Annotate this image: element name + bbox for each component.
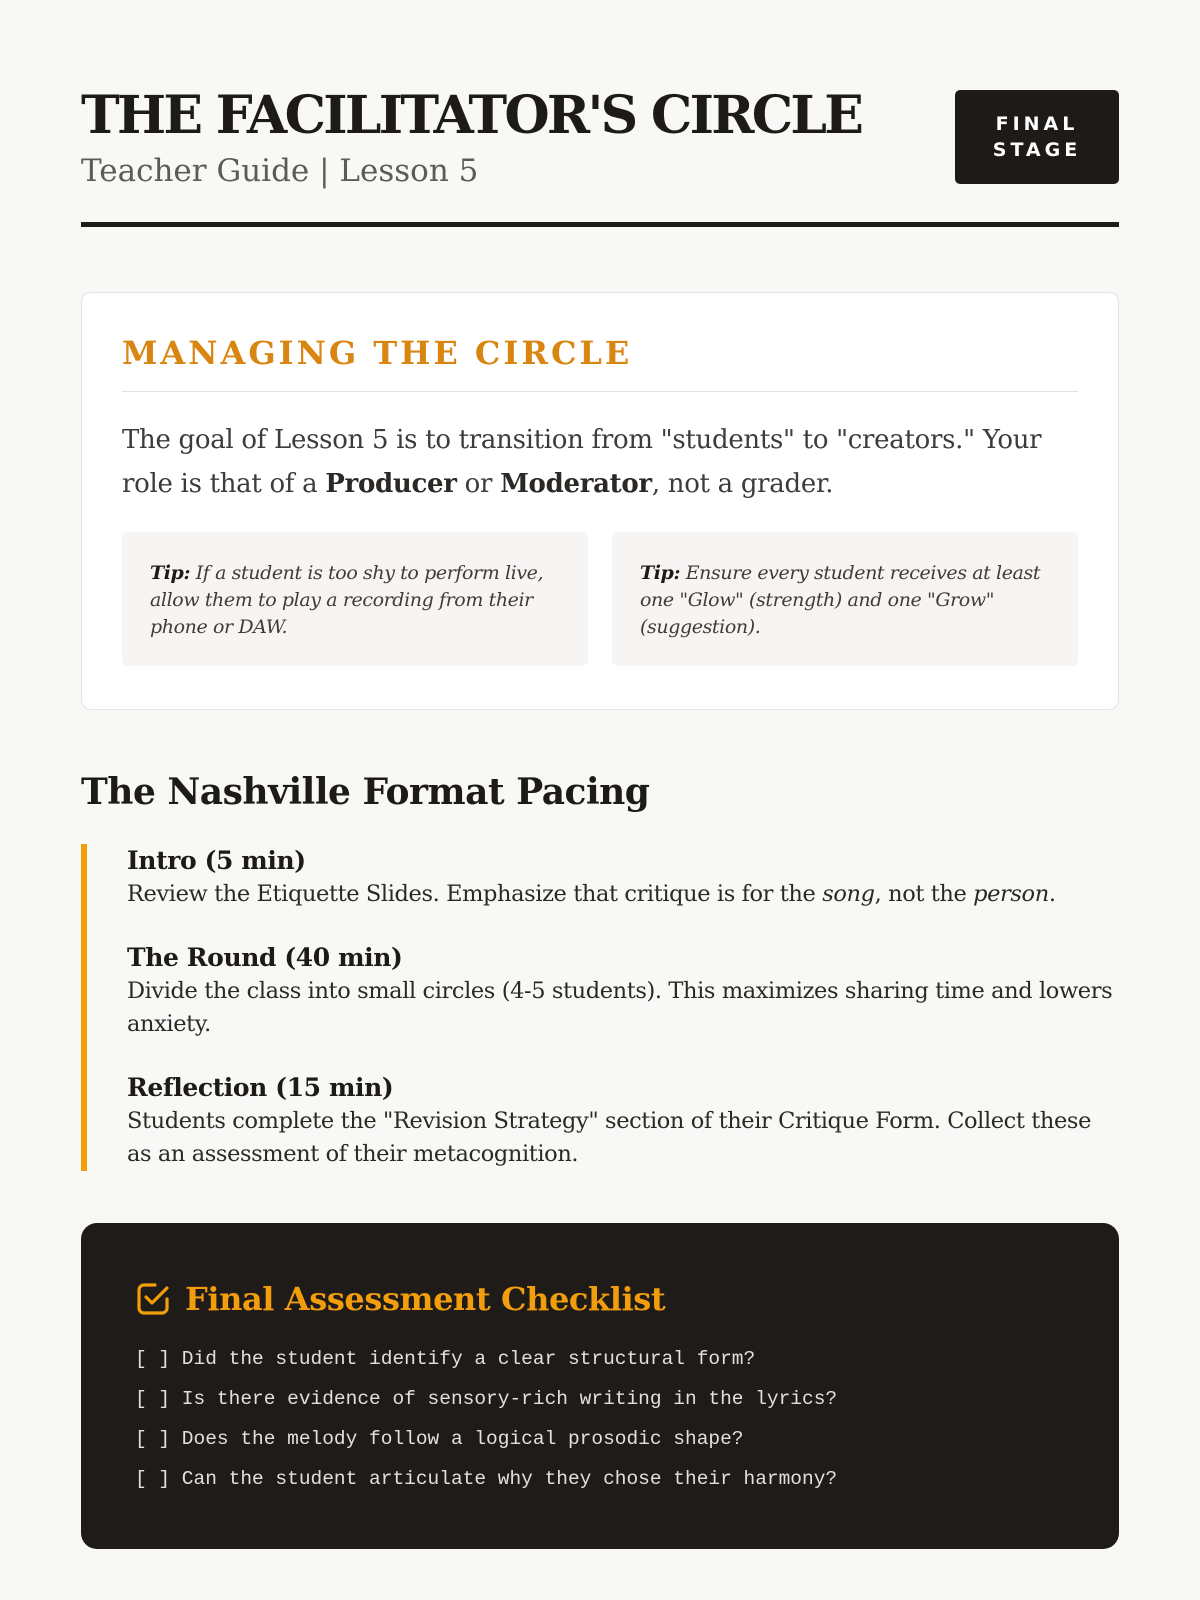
tips-row [122,532,1078,666]
stage-badge-line2: STAGE [992,139,1082,161]
page-header [81,0,1119,227]
producer-term: Producer [325,469,457,499]
tip-box [612,532,1078,666]
tip-label: Tip: [640,562,681,584]
checklist-item: [ ] Can the student articulate why they chose their harmony? [135,1468,838,1490]
managing-body [122,418,1078,506]
pacing-item-text: Students complete the "Revision Strategy" section of their Critique Form. Collect these as an assessment of their metacognition. [127,1108,1091,1167]
tip-text: If a student is too shy to perform live, allow them to play a recording from their phone or DAW. [150,562,544,638]
pacing-item [127,941,1119,1041]
page-subtitle: Teacher Guide | Lesson 5 [81,153,479,189]
managing-body-text-1: The goal of Lesson 5 is to transition from "students" to "creators." Your role is that of a [122,425,1042,499]
pacing-text-part: , not the [874,881,974,907]
managing-card [81,292,1119,710]
pacing-item-heading: Reflection (15 min) [127,1073,394,1102]
pacing-text-part: Review the Etiquette Slides. Emphasize that critique is for the [127,881,823,907]
pacing-emphasis: person [973,881,1049,907]
checklist-item: [ ] Does the melody follow a logical prosodic shape? [135,1428,744,1450]
checklist-title: Final Assessment Checklist [185,1280,666,1318]
moderator-term: Moderator [500,469,652,499]
pacing-list [81,844,1119,1171]
tip-box [122,532,588,666]
pacing-item-text [127,878,1119,911]
checklist-item: [ ] Did the student identify a clear structural form? [135,1348,756,1370]
managing-body-text-3: , not a grader. [651,469,834,499]
pacing-text-part: . [1048,881,1056,907]
stage-badge-line1: FINAL [995,113,1079,135]
pacing-emphasis: song [822,881,875,907]
checklist-item: [ ] Is there evidence of sensory-rich writing in the lyrics? [135,1388,838,1410]
tip-text: Ensure every student receives at least one "Glow" (strength) and one "Grow" (suggestion). [640,562,1041,638]
page-title: THE FACILITATOR'S CIRCLE [81,85,862,146]
pacing-item-heading: Intro (5 min) [127,846,306,875]
managing-title: MANAGING THE CIRCLE [122,333,1078,392]
pacing-item [127,1071,1119,1171]
assessment-checklist [81,1223,1119,1549]
checkbox-checked-icon [135,1281,171,1317]
pacing-item-text: Divide the class into small circles (4-5 students). This maximizes sharing time and lowers anxiety. [127,978,1113,1037]
pacing-title: The Nashville Format Pacing [81,771,650,813]
checklist-items [135,1339,1065,1499]
tip-label: Tip: [150,562,191,584]
managing-body-text-2: or [456,469,501,499]
pacing-item-heading: The Round (40 min) [127,943,403,972]
stage-badge [955,90,1119,184]
pacing-item [127,844,1119,911]
checklist-header [135,1277,1065,1321]
